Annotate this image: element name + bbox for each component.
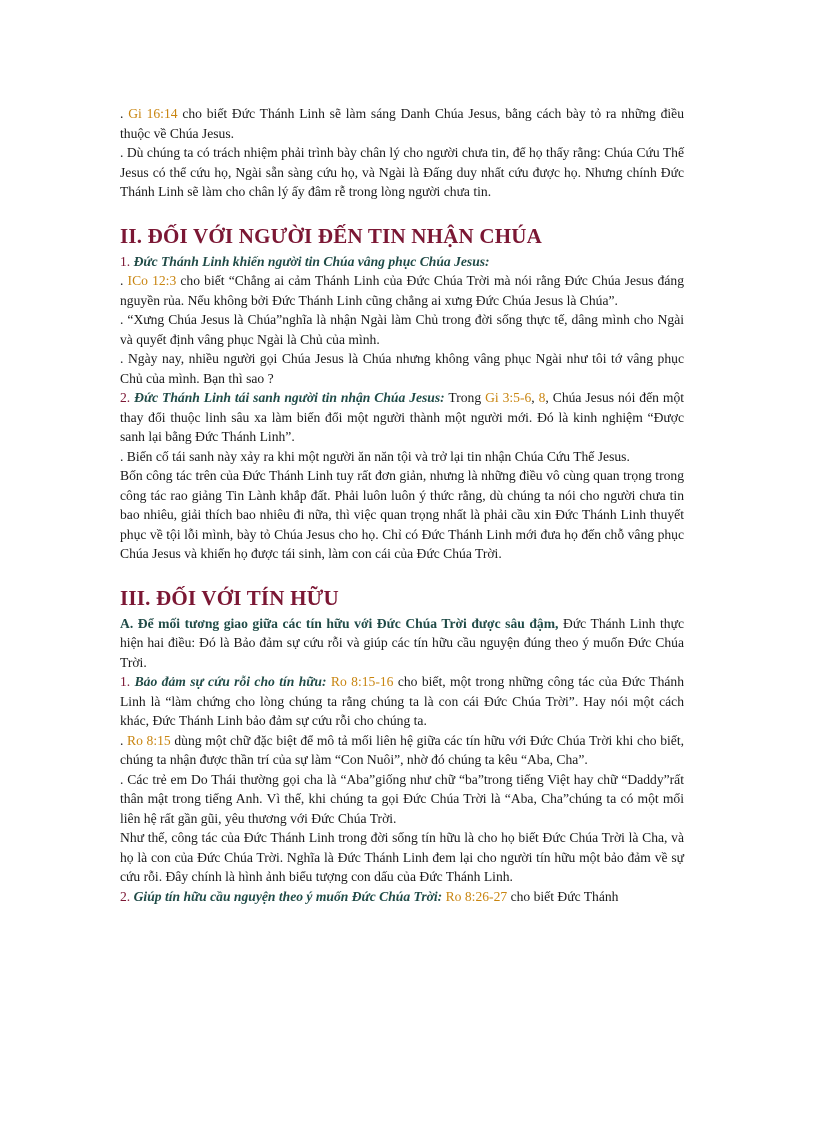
scripture-reference: Ro 8:15	[127, 732, 171, 748]
scripture-reference: Ro 8:26-27	[442, 888, 508, 904]
item-title: Đức Thánh Linh khiến người tin Chúa vâng phục Chúa Jesus:	[130, 253, 490, 269]
scripture-reference: Gi 3:5-6	[485, 390, 532, 405]
section2-paragraph-3: . Ngày nay, nhiều người gọi Chúa Jesus là Chúa nhưng không vâng phục Ngài như tôi tớ vâng phục Chủ của mình. Bạn thì sao ?	[120, 351, 684, 386]
intro-paragraph-1	[120, 104, 684, 143]
section3-paragraph-2: . Các trẻ em Do Thái thường gọi cha là “Aba”giống như chữ “ba”trong tiếng Việt hay chữ “Daddy”rất thân mật trong tiếng Anh. Vì thế, khi chúng ta gọi Đức Chúa Trời là “Aba, Cha”chúng ta có một mối liên hệ rất gần gũi, yêu thương với Đức Chúa Trời.	[120, 771, 684, 826]
paragraph-text: cho biết, một trong những công tác của Đức Thánh Linh là “làm chứng cho lòng chúng ta rằng chúng ta là con cái Đức Chúa Trời”. Hay nói một cách khác, Đức Thánh Linh bảo đảm sự cứu rỗi cho chúng ta.	[120, 674, 684, 728]
paragraph-text: ,	[531, 390, 539, 405]
section-heading-3: III. ĐỐI VỚI TÍN HỮU	[120, 585, 339, 610]
bullet: .	[120, 106, 129, 121]
item-title: Giúp tín hữu cầu nguyện theo ý muốn Đức Chúa Trời:	[130, 888, 443, 904]
section2-item-2	[120, 388, 684, 447]
section2-item-1	[120, 252, 684, 272]
scripture-reference: ICo 12:3	[127, 273, 177, 288]
item-title: Bảo đảm sự cứu rỗi cho tín hữu:	[130, 674, 327, 689]
subsection-title: A. Để mối tương giao giữa các tín hữu với Đức Chúa Trời được sâu đậm,	[120, 615, 559, 631]
paragraph-text: Trong	[444, 390, 486, 405]
paragraph-text: cho biết Đức Thánh Linh sẽ làm sáng Danh Chúa Jesus, bằng cách bày tỏ ra những điều thuộc về Chúa Jesus.	[120, 106, 684, 141]
section3-paragraph-3: Như thế, công tác của Đức Thánh Linh trong đời sống tín hữu là cho họ biết Đức Chúa Trời là Cha, và họ là con của Đức Chúa Trời. Nghĩa là Đức Thánh Linh đem lại cho người tín hữu một bảo đảm về sự cứu rỗi. Đây chính là hình ảnh biểu tượng con dấu của Đức Thánh Linh.	[120, 830, 684, 884]
paragraph-text: cho biết Đức Thánh	[507, 888, 619, 904]
item-number: 1.	[120, 674, 131, 689]
paragraph-text: Đức Thánh Linh thực hiện hai điều: Đó là Bảo đảm sự cứu rỗi và giúp các tín hữu cầu nguyện đúng theo ý muốn Đức Chúa Trời.	[120, 615, 684, 670]
bullet: .	[120, 273, 128, 288]
section2-paragraph-2: . “Xưng Chúa Jesus là Chúa”nghĩa là nhận Ngài làm Chủ trong đời sống thực tế, dâng mình cho Ngài và quyết định vâng phục Ngài là Chủ của mình.	[120, 312, 684, 347]
item-number: 2.	[120, 888, 131, 904]
section-heading-2: II. ĐỐI VỚI NGƯỜI ĐẾN TIN NHẬN CHÚA	[120, 223, 542, 248]
section3-paragraph-1	[120, 731, 684, 770]
item-number: 2.	[120, 390, 131, 405]
scripture-reference: 8	[538, 390, 546, 405]
section3-item-1	[120, 672, 684, 731]
scripture-reference: Ro 8:15-16	[326, 674, 394, 689]
scripture-reference: Gi 16:14	[128, 106, 178, 121]
section3-item-2	[120, 887, 684, 907]
section2-paragraph-4: . Biến cố tái sanh này xảy ra khi một người ăn năn tội và trở lại tin nhận Chúa Cứu Thế Jesus.	[120, 448, 630, 464]
section2-paragraph-1	[120, 271, 684, 310]
intro-paragraph-2: . Dù chúng ta có trách nhiệm phải trình bày chân lý cho người chưa tin, để họ thấy rằng: Chúa Cứu Thế Jesus có thể cứu họ, Ngài sẵn sàng cứu họ, và Ngài là Đấng duy nhất cứu được họ. Nhưng chính Đức Thánh Linh sẽ làm cho chân lý ấy đâm rễ trong lòng người chưa tin.	[120, 145, 684, 199]
paragraph-text: dùng một chữ đặc biệt để mô tả mối liên hệ giữa các tín hữu với Đức Chúa Trời khi cho biết, chúng ta nhận được thần trí của sự làm “Con Nuôi”, nhờ đó chúng ta kêu “Aba, Cha”.	[120, 732, 684, 767]
item-title: Đức Thánh Linh tái sanh người tin nhận Chúa Jesus:	[130, 390, 445, 405]
paragraph-text: , Chúa Jesus nói đến một thay đổi thuộc linh sâu xa làm biến đổi một người thành một người mới. Đó là kinh nghiệm “Được sanh lại bằng Đức Thánh Linh”.	[120, 390, 685, 444]
paragraph-text: cho biết “Chẳng ai cảm Thánh Linh của Đức Chúa Trời mà nói rằng Đức Chúa Jesus đáng nguyền rủa. Nếu không bởi Đức Thánh Linh cũng chẳng ai xưng Đức Chúa Jesus là Chúa”.	[120, 273, 684, 308]
item-number: 1.	[120, 253, 131, 269]
bullet: .	[120, 732, 128, 748]
section2-paragraph-5: Bốn công tác trên của Đức Thánh Linh tuy rất đơn giản, nhưng là những điều vô cùng quan trọng trong công tác rao giảng Tin Lành khắp đất. Phải luôn luôn ý thức rằng, dù chúng ta nói cho người chưa tin bao nhiêu, giải thích bao nhiêu đi nữa, thì việc quan trọng nhất là phải cầu xin Đức Thánh Linh thuyết phục về tội lỗi mình, bày tỏ Chúa Jesus cho họ. Chỉ có Đức Thánh Linh mới đưa họ đến chỗ vâng phục Chúa Jesus và khiến họ được tái sinh, làm con cái của Đức Chúa Trời.	[120, 468, 684, 561]
section3-subsection-a	[120, 614, 684, 673]
